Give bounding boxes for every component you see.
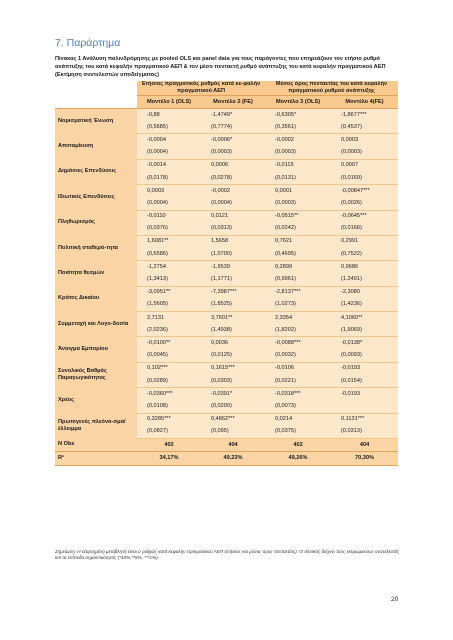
table-caption: Πίνακας 1 Ανάλυση παλινδρόμησης με pooled OLS και panel data για τους παράγοντες που επηρεάζουν τον ετήσιο ρυθμό ανάπτυξης του κατά κεφαλήν πραγματικού ΑΕΠ & τον μέσο πενταετή ρυθμό ανάπτυξης του κατά κεφαλήν πραγματικού ΑΕΠ (Εκτίμηση συντελεστών υποδείγματος) xyxy=(55,56,386,79)
std-error-cell: (1,3413) xyxy=(137,273,201,286)
table-row xyxy=(55,261,398,274)
std-error-cell: (0,0003) xyxy=(331,147,398,160)
std-error-cell: (0,0154) xyxy=(331,375,398,388)
std-error-cell: (0,0166) xyxy=(331,223,398,236)
footer-value: 404 xyxy=(201,438,265,452)
coefficient-cell: 0,102*** xyxy=(137,362,201,375)
std-error-cell: (1,8202) xyxy=(265,324,331,337)
coefficient-cell: -0,0515** xyxy=(265,210,331,223)
table-row xyxy=(55,109,398,122)
footer-value: 70,30% xyxy=(331,452,398,466)
coefficient-cell: 3,7601** xyxy=(201,312,265,325)
std-error-cell: (0,3561) xyxy=(265,121,331,134)
coefficient-cell: -0,0110 xyxy=(137,210,201,223)
row-label: Νομισματική Ένωση xyxy=(55,109,137,134)
std-error-cell: (0,0003) xyxy=(265,147,331,160)
coefficient-cell: 1,5658 xyxy=(201,235,265,248)
coefficient-cell: 0,0003 xyxy=(331,134,398,147)
footer-value: 49,26% xyxy=(265,452,331,466)
row-label: Άνοιγμα Εμπορίου xyxy=(55,337,137,362)
footer-value: 402 xyxy=(265,438,331,452)
std-error-cell: (0,0303) xyxy=(201,375,265,388)
std-error-cell: (0,0221) xyxy=(265,375,331,388)
coefficient-cell: -1,9539 xyxy=(201,261,265,274)
row-label: Πολιτική σταθερό-τητα xyxy=(55,235,137,260)
std-error-cell: (2,0236) xyxy=(137,324,201,337)
table-row xyxy=(55,362,398,375)
table-row xyxy=(55,413,398,426)
coefficient-cell: -0,0006* xyxy=(201,134,265,147)
std-error-cell: (0,0093) xyxy=(331,350,398,363)
std-error-cell: (1,9069) xyxy=(331,324,398,337)
coefficient-cell: 0,7621 xyxy=(265,235,331,248)
std-error-cell: (1,4236) xyxy=(331,299,398,312)
coefficient-cell: 0,0036 xyxy=(201,337,265,350)
std-error-cell: (0,0200) xyxy=(201,400,265,413)
std-error-cell: (0,095) xyxy=(201,426,265,439)
row-label: Χρέος xyxy=(55,388,137,413)
page-number: 20 xyxy=(391,596,399,603)
std-error-cell: (0,0003) xyxy=(265,197,331,210)
footer-value: 49,23% xyxy=(201,452,265,466)
std-error-cell: (0,0032) xyxy=(265,350,331,363)
table-row xyxy=(55,185,398,198)
table-row xyxy=(55,134,398,147)
coefficient-cell: 0,9686 xyxy=(331,261,398,274)
coefficient-cell: -1,8677*** xyxy=(331,109,398,122)
row-label: Πληθωρισμός xyxy=(55,210,137,235)
std-error-cell: (0,0376) xyxy=(137,223,201,236)
coefficient-cell: -7,3987*** xyxy=(201,286,265,299)
coefficient-cell: -0,0360*** xyxy=(137,388,201,401)
coefficient-cell: -3,0951** xyxy=(137,286,201,299)
coefficient-cell: -0,0391* xyxy=(201,388,265,401)
coefficient-cell: -0,0193 xyxy=(331,388,398,401)
std-error-cell: (1,5605) xyxy=(137,299,201,312)
section-title: 7. Παράρτημα xyxy=(55,37,121,49)
std-error-cell: (0,0131) xyxy=(265,172,331,185)
std-error-cell: (0,0004) xyxy=(137,197,201,210)
std-error-cell: (0,6586) xyxy=(137,248,201,261)
std-error-cell: (0,0313) xyxy=(331,426,398,439)
coefficient-cell: -0,0115 xyxy=(265,159,331,172)
coefficient-cell: -1,2754 xyxy=(137,261,201,274)
std-error-cell xyxy=(331,400,398,413)
coefficient-cell: 4,1060** xyxy=(331,312,398,325)
coefficient-cell: -0,0002 xyxy=(265,134,331,147)
coefficient-cell: -0,0004 xyxy=(137,134,201,147)
std-error-cell: (0,0004) xyxy=(137,147,201,160)
footer-row xyxy=(55,438,398,452)
model-header-2: Μοντέλο 2 (FE) xyxy=(201,96,265,109)
regression-table xyxy=(55,81,398,466)
std-error-cell: (0,0289) xyxy=(137,375,201,388)
table-row xyxy=(55,312,398,325)
coefficient-cell: 0,0003 xyxy=(137,185,201,198)
std-error-cell: (0,0169) xyxy=(331,172,398,185)
coefficient-cell: 0,1615*** xyxy=(201,362,265,375)
table-row xyxy=(55,388,398,401)
std-error-cell: (1,8525) xyxy=(201,299,265,312)
table-note: Σημείωση: Η εξαρτημένη μεταβλητή είναι ο ρυθμός κατά κεφαλήν πραγματικού ΑΕΠ (ετήσιος και μέσος όρος πενταετίας). Ο πίνακας δείχνει τους εκτιμώμενους συντελεστές και τα επίπεδα σημαντικότητας (*10%,**5%, ***1%). xyxy=(55,549,400,560)
table-row xyxy=(55,159,398,172)
table-row xyxy=(55,235,398,248)
coefficient-cell: 0,2899 xyxy=(265,261,331,274)
std-error-cell: (0,0375) xyxy=(265,426,331,439)
std-error-cell: (1,0700) xyxy=(201,248,265,261)
std-error-cell: (0,0073) xyxy=(265,400,331,413)
coefficient-cell: -2,8137*** xyxy=(265,286,331,299)
model-header-row xyxy=(55,96,398,109)
coefficient-cell: 0,2991 xyxy=(331,235,398,248)
coefficient-cell: 0,4862*** xyxy=(201,413,265,426)
row-label: Συνολικός Βαθμός Παραγωγικότητας xyxy=(55,362,137,387)
footer-value: 402 xyxy=(137,438,201,452)
std-error-cell: (1,0273) xyxy=(265,299,331,312)
std-error-cell: (0,0003) xyxy=(201,147,265,160)
std-error-cell: (0,4537) xyxy=(331,121,398,134)
header-group-annual: Ετήσιος πραγματικός ρυθμός κατά κε-φαλήν πραγματικού ΑΕΠ xyxy=(137,81,265,96)
row-label: Δημόσιες Επενδύσεις xyxy=(55,159,137,184)
std-error-cell: (0,4695) xyxy=(265,248,331,261)
row-label: Συμμετοχή και Λογο-δοσία xyxy=(55,312,137,337)
coefficient-cell: -0,88 xyxy=(137,109,201,122)
coefficient-cell: -1,4749* xyxy=(201,109,265,122)
model-header-1: Μοντέλο 1 (OLS) xyxy=(137,96,201,109)
std-error-cell: (1,1771) xyxy=(201,273,265,286)
table-row xyxy=(55,210,398,223)
row-label: Κράτος Δικαίου xyxy=(55,286,137,311)
std-error-cell: (0,0004) xyxy=(201,197,265,210)
coefficient-cell: 0,0214 xyxy=(265,413,331,426)
std-error-cell: (0,0827) xyxy=(137,426,201,439)
std-error-cell: (0,0178) xyxy=(137,172,201,185)
coefficient-cell: -0,0318*** xyxy=(265,388,331,401)
coefficient-cell: 2,3354 xyxy=(265,312,331,325)
coefficient-cell: 0,0007 xyxy=(331,159,398,172)
std-error-cell: (0,0313) xyxy=(201,223,265,236)
coefficient-cell: 0,3285*** xyxy=(137,413,201,426)
coefficient-cell: -0,0002 xyxy=(201,185,265,198)
std-error-cell: (0,0108) xyxy=(137,400,201,413)
coefficient-cell: -0,6305* xyxy=(265,109,331,122)
coefficient-cell: -0,0645*** xyxy=(331,210,398,223)
std-error-cell: (0,9961) xyxy=(265,273,331,286)
table-row xyxy=(55,286,398,299)
coefficient-cell: 2,7131 xyxy=(137,312,201,325)
coefficient-cell: -0,0193 xyxy=(331,362,398,375)
std-error-cell: (0,0242) xyxy=(265,223,331,236)
std-error-cell: (1,4938) xyxy=(201,324,265,337)
coefficient-cell: -0,0138* xyxy=(331,337,398,350)
coefficient-cell: 0,0001 xyxy=(265,185,331,198)
model-header-3: Μοντέλο 3 (OLS) xyxy=(265,96,331,109)
coefficient-cell: -0,0100** xyxy=(137,337,201,350)
coefficient-cell: -2,3080 xyxy=(331,286,398,299)
coefficient-cell: 0,0121 xyxy=(201,210,265,223)
coefficient-cell: 1,6081** xyxy=(137,235,201,248)
row-label: Ποιότητα θεσμών xyxy=(55,261,137,286)
footer-value: 34,17% xyxy=(137,452,201,466)
std-error-cell: (0,0125) xyxy=(201,350,265,363)
coefficient-cell: 0,0006 xyxy=(201,159,265,172)
coefficient-cell: -0,0106 xyxy=(265,362,331,375)
std-error-cell: (0,5685) xyxy=(137,121,201,134)
row-label: Πρωτογενές πλεόνα-σμα/έλλειμμα xyxy=(55,413,137,438)
std-error-cell: (0,0045) xyxy=(137,350,201,363)
std-error-cell: (1,2491) xyxy=(331,273,398,286)
header-group-row xyxy=(55,81,398,96)
table-row xyxy=(55,337,398,350)
footer-value: 404 xyxy=(331,438,398,452)
model-header-4: Μοντέλο 4(FE) xyxy=(331,96,398,109)
row-label: Αποταμίευση xyxy=(55,134,137,159)
footer-label: N Obs xyxy=(55,438,137,452)
row-label: Ιδιωτικές Επενδύσεις xyxy=(55,185,137,210)
std-error-cell: (0,0026) xyxy=(331,197,398,210)
footer-row xyxy=(55,452,398,466)
footer-label: R² xyxy=(55,452,137,466)
std-error-cell: (0,0278) xyxy=(201,172,265,185)
std-error-cell: (0,7774) xyxy=(201,121,265,134)
coefficient-cell: 0,1131*** xyxy=(331,413,398,426)
coefficient-cell: -0,0088*** xyxy=(265,337,331,350)
coefficient-cell: -0,0014 xyxy=(137,159,201,172)
std-error-cell: (0,7522) xyxy=(331,248,398,261)
coefficient-cell: -0,00847*** xyxy=(331,185,398,198)
header-group-five-year: Μέσος όρος πενταετίας του κατά κεφαλήν πραγματικού ρυθμού ανάπτυξης xyxy=(265,81,398,96)
